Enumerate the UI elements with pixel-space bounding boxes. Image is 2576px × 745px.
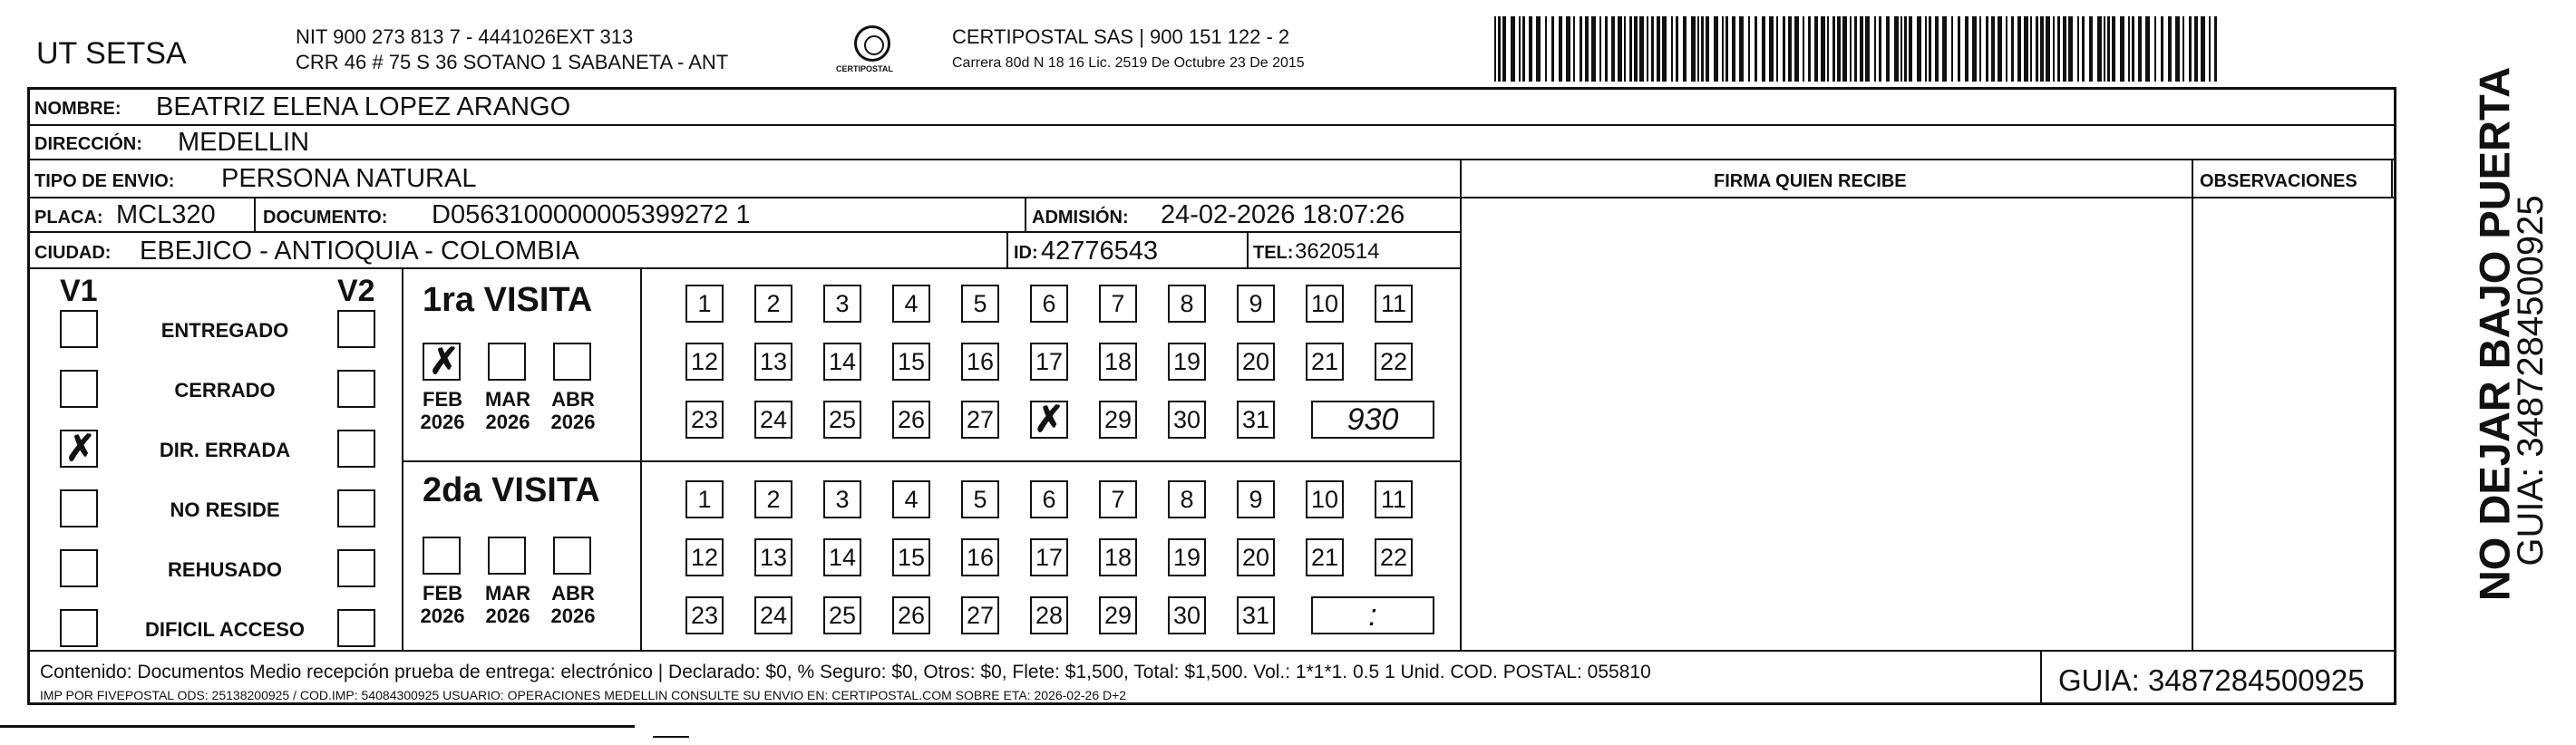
first-visit-title: 1ra VISITA — [423, 281, 593, 319]
day-box[interactable]: 4 — [892, 480, 930, 518]
day-box[interactable]: 1 — [685, 285, 724, 323]
day-box[interactable]: 20 — [1237, 343, 1275, 381]
day-box[interactable]: 30 — [1168, 401, 1206, 439]
month-checkbox[interactable] — [488, 537, 526, 575]
footer-contenido: Contenido: Documentos Medio recepción prueba de entrega: electrónico | Declarado: $0, % Seguro: $0, Otros: $0, Flete: $1,500, Total: $1,500. Vol.: 1*1*1. 0.5 1 Unid. COD. POSTAL: 055810 — [40, 662, 1651, 682]
tipo-envio-value: PERSONA NATURAL — [221, 164, 477, 193]
day-box[interactable]: 17 — [1030, 343, 1068, 381]
month-caption — [415, 582, 470, 628]
v2-checkbox[interactable] — [337, 430, 375, 468]
admision-value: 24-02-2026 18:07:26 — [1161, 200, 1405, 229]
month-checkbox[interactable] — [553, 343, 591, 381]
month-label: ABR — [551, 388, 595, 411]
day-box[interactable]: 1 — [685, 480, 724, 518]
day-box[interactable]: 2 — [754, 285, 792, 323]
day-box[interactable]: 17 — [1030, 538, 1068, 576]
day-box[interactable]: 11 — [1375, 285, 1413, 323]
logo-text: CERTIPOSTAL — [836, 64, 893, 73]
day-box[interactable]: 9 — [1237, 480, 1275, 518]
v1-checkbox[interactable] — [60, 370, 98, 408]
sender-name: UT SETSA — [36, 36, 187, 71]
time-field[interactable]: 930 — [1311, 401, 1434, 439]
day-box[interactable]: 10 — [1306, 480, 1344, 518]
day-box[interactable]: 18 — [1099, 343, 1137, 381]
status-label: ENTREGADO — [160, 319, 289, 342]
barcode — [1494, 16, 2225, 82]
month-label: MAR — [484, 388, 531, 411]
v1-checkbox[interactable] — [60, 609, 98, 647]
day-box[interactable]: 15 — [892, 538, 930, 576]
v2-checkbox[interactable] — [337, 489, 375, 527]
year-label: 2026 — [550, 605, 596, 628]
month-label: FEB — [423, 388, 462, 411]
day-box[interactable]: 26 — [892, 596, 930, 634]
day-box[interactable]: 9 — [1237, 285, 1275, 323]
day-box[interactable]: 31 — [1237, 596, 1275, 634]
nombre-label: NOMBRE: — [34, 99, 122, 119]
month-caption — [415, 388, 470, 434]
observaciones-label: OBSERVACIONES — [2200, 171, 2357, 191]
day-box[interactable]: 21 — [1306, 343, 1344, 381]
year-label: 2026 — [420, 411, 465, 434]
month-checkbox[interactable] — [553, 537, 591, 575]
v2-checkbox[interactable] — [337, 370, 375, 408]
scan-edge — [0, 725, 635, 728]
month-checkbox[interactable] — [423, 343, 461, 381]
id-value: 42776543 — [1041, 237, 1159, 266]
year-label: 2026 — [485, 605, 530, 628]
nombre-value: BEATRIZ ELENA LOPEZ ARANGO — [156, 92, 571, 121]
day-box[interactable]: 4 — [892, 285, 930, 323]
day-box[interactable]: 16 — [961, 343, 999, 381]
day-box[interactable]: 10 — [1306, 285, 1344, 323]
day-box[interactable]: 11 — [1375, 480, 1413, 518]
v1-label: V1 — [60, 274, 98, 308]
day-box[interactable]: 30 — [1168, 596, 1206, 634]
day-box[interactable]: 7 — [1099, 480, 1137, 518]
day-box[interactable]: 19 — [1168, 538, 1206, 576]
day-box[interactable]: 12 — [685, 538, 724, 576]
check-mark-icon: ✗ — [65, 429, 96, 469]
documento-label: DOCUMENTO: — [263, 208, 388, 227]
sender-address: CRR 46 # 75 S 36 SOTANO 1 SABANETA - ANT — [296, 51, 729, 73]
tel-value: 3620514 — [1295, 239, 1380, 264]
day-box[interactable]: 23 — [685, 596, 724, 634]
side-guia-text: GUIA: 3487284500925 — [2511, 195, 2551, 566]
day-box[interactable]: 22 — [1375, 538, 1413, 576]
day-box[interactable]: 3 — [823, 480, 861, 518]
status-label: REHUSADO — [168, 558, 282, 581]
placa-label: PLACA: — [34, 208, 103, 227]
day-box[interactable]: 31 — [1237, 401, 1275, 439]
day-box[interactable]: 29 — [1099, 596, 1137, 634]
company-license: Carrera 80d N 18 16 Lic. 2519 De Octubre 23 De 2015 — [952, 55, 1305, 71]
day-box[interactable]: 13 — [754, 343, 792, 381]
status-label: NO RESIDE — [170, 498, 280, 521]
day-box[interactable]: 12 — [685, 343, 724, 381]
v1-checkbox[interactable] — [60, 310, 98, 348]
day-box[interactable]: 16 — [961, 538, 999, 576]
day-box[interactable]: 20 — [1237, 538, 1275, 576]
year-label: 2026 — [485, 411, 530, 434]
sender-nit: NIT 900 273 813 7 - 4441026EXT 313 — [296, 25, 634, 48]
status-label: CERRADO — [174, 379, 276, 402]
month-label: FEB — [423, 582, 462, 605]
v1-checkbox[interactable] — [60, 489, 98, 527]
day-box[interactable]: 6 — [1030, 480, 1068, 518]
company-name: CERTIPOSTAL SAS | 900 151 122 - 2 — [952, 25, 1290, 48]
second-visit-title: 2da VISITA — [423, 471, 600, 509]
firma-label: FIRMA QUIEN RECIBE — [1714, 171, 1907, 191]
day-box[interactable]: 22 — [1375, 343, 1413, 381]
day-box[interactable] — [1030, 401, 1068, 439]
check-mark-icon: ✗ — [429, 342, 460, 382]
id-label: ID: — [1014, 243, 1038, 263]
day-box[interactable]: 18 — [1099, 538, 1137, 576]
month-checkbox[interactable] — [488, 343, 526, 381]
day-box[interactable]: 6 — [1030, 285, 1068, 323]
month-caption — [481, 582, 535, 628]
check-mark-icon: ✗ — [1034, 400, 1064, 440]
direccion-label: DIRECCIÓN: — [34, 134, 142, 154]
v2-checkbox[interactable] — [337, 609, 375, 647]
day-box[interactable]: 28 — [1030, 596, 1068, 634]
day-box[interactable]: 27 — [961, 596, 999, 634]
month-caption — [546, 388, 600, 434]
ciudad-label: CIUDAD: — [34, 243, 112, 263]
day-box[interactable]: 27 — [961, 401, 999, 439]
day-box[interactable]: 5 — [961, 480, 999, 518]
day-box[interactable]: 26 — [892, 401, 930, 439]
status-label: DIR. ERRADA — [159, 439, 291, 461]
scan-mark — [653, 736, 689, 738]
tipo-envio-label: TIPO DE ENVIO: — [34, 171, 175, 191]
day-box[interactable]: 14 — [823, 538, 861, 576]
day-box[interactable]: 5 — [961, 285, 999, 323]
day-box[interactable]: 29 — [1099, 401, 1137, 439]
day-box[interactable]: 19 — [1168, 343, 1206, 381]
month-label: MAR — [484, 582, 531, 605]
time-field[interactable]: : — [1311, 596, 1434, 634]
day-box[interactable]: 21 — [1306, 538, 1344, 576]
ciudad-value: EBEJICO - ANTIOQUIA - COLOMBIA — [140, 237, 580, 266]
day-box[interactable]: 25 — [823, 596, 861, 634]
month-checkbox[interactable] — [423, 537, 461, 575]
documento-value: D0563100000005399272 1 — [432, 200, 751, 229]
company-logo-icon — [854, 25, 890, 62]
v1-checkbox[interactable] — [60, 430, 98, 468]
day-box[interactable]: 24 — [754, 596, 792, 634]
day-box[interactable]: 14 — [823, 343, 861, 381]
month-label: ABR — [551, 582, 595, 605]
footer-guia: GUIA: 3487284500925 — [2058, 663, 2365, 697]
day-box[interactable]: 13 — [754, 538, 792, 576]
year-label: 2026 — [420, 605, 465, 628]
v1-checkbox[interactable] — [60, 549, 98, 587]
v2-label: V2 — [337, 274, 375, 308]
day-box[interactable]: 2 — [754, 480, 792, 518]
v2-checkbox[interactable] — [337, 310, 375, 348]
day-box[interactable]: 15 — [892, 343, 930, 381]
year-label: 2026 — [550, 411, 596, 434]
day-box[interactable]: 8 — [1168, 480, 1206, 518]
day-box[interactable]: 3 — [823, 285, 861, 323]
direccion-value: MEDELLIN — [178, 128, 310, 157]
tel-label: TEL: — [1253, 243, 1294, 263]
day-box[interactable]: 25 — [823, 401, 861, 439]
placa-value: MCL320 — [116, 200, 216, 229]
no-dejar-text: NO DEJAR BAJO PUERTA — [2470, 66, 2519, 602]
status-label: DIFICIL ACCESO — [144, 618, 305, 641]
month-caption — [481, 388, 535, 434]
footer-imp: IMP POR FIVEPOSTAL ODS: 25138200925 / COD.IMP: 54084300925 USUARIO: OPERACIONES MEDELLIN CONSULTE SU ENVIO EN: CERTIPOSTAL.COM SOBRE ETA: 2026-02-26 D+2 — [40, 688, 1127, 702]
month-caption — [546, 582, 600, 628]
day-box[interactable]: 7 — [1099, 285, 1137, 323]
day-box[interactable]: 8 — [1168, 285, 1206, 323]
admision-label: ADMISIÓN: — [1032, 208, 1129, 227]
side-notice — [2408, 66, 2562, 625]
day-box[interactable]: 24 — [754, 401, 792, 439]
day-box[interactable]: 23 — [685, 401, 724, 439]
v2-checkbox[interactable] — [337, 549, 375, 587]
